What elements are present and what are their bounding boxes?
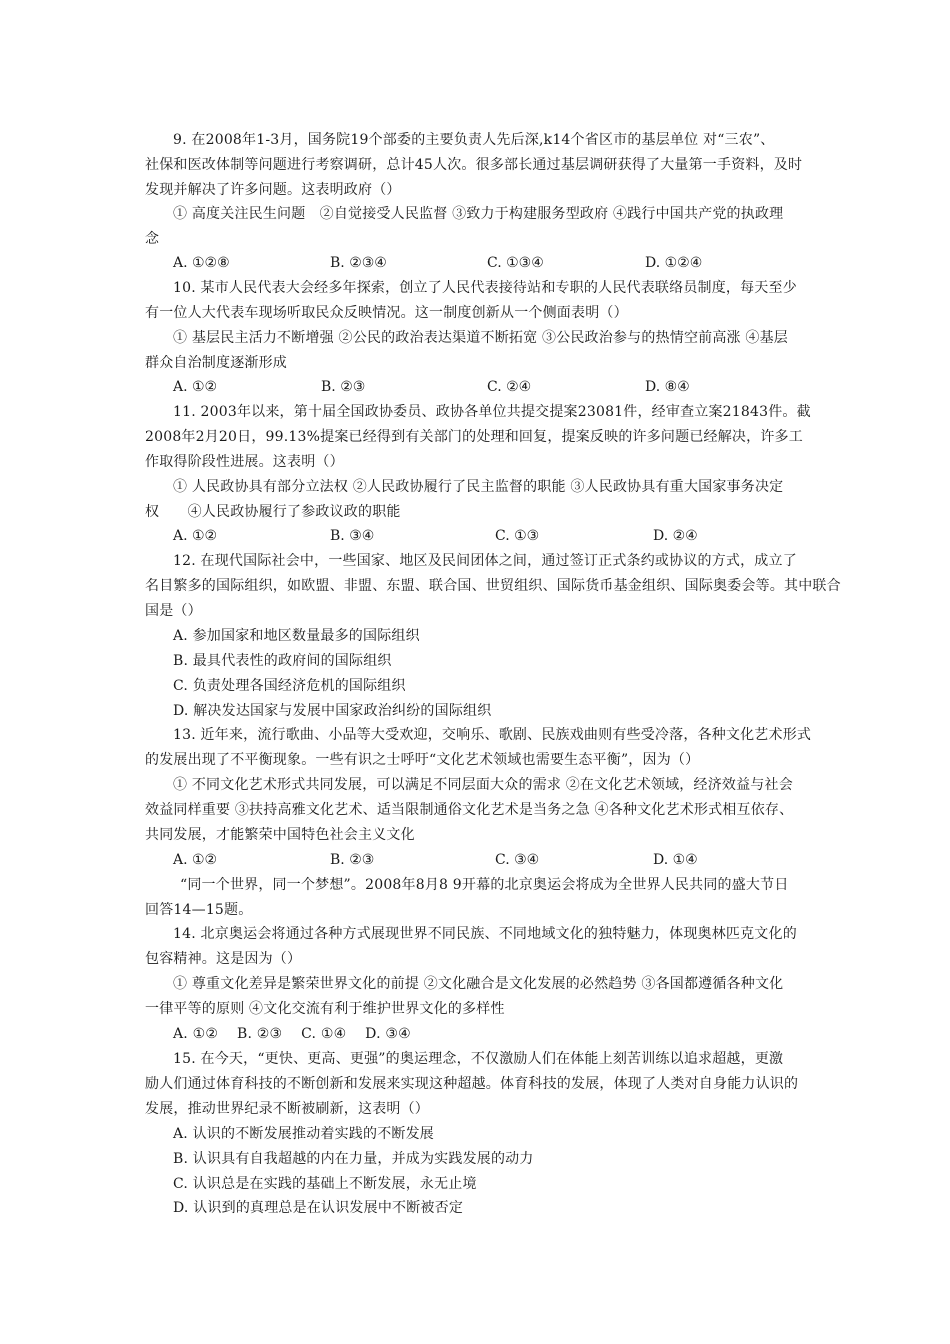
q9-statements-line-1: ① 高度关注民生问题 ②自觉接受人民监督 ③致力于构建服务型政府 ④践行中国共产党的执政理 bbox=[173, 206, 784, 222]
q10-statements-line-1: ① 基层民主活力不断增强 ②公民的政治表达渠道不断拓宽 ③公民政治参与的热情空前高涨 ④基层 bbox=[173, 330, 788, 346]
q9-statements-line-2: 念 bbox=[145, 231, 160, 247]
q10-option-b[interactable]: B. ②③ bbox=[321, 379, 366, 395]
q15-option-c[interactable]: C. 认识总是在实践的基础上不断发展，永无止境 bbox=[173, 1176, 477, 1192]
q11-option-a[interactable]: A. ①② bbox=[173, 528, 218, 544]
q13-stem-line-2: 的发展出现了不平衡现象。一些有识之士呼吁“文化艺术领域也需要生态平衡”，因为（） bbox=[145, 752, 700, 768]
q9-stem-line-2: 社保和医改体制等问题进行考察调研，总计45人次。很多部长通过基层调研获得了大量第一手资料，及时 bbox=[145, 157, 803, 173]
q11-option-c[interactable]: C. ①③ bbox=[495, 528, 540, 544]
q11-statements-line-1: ① 人民政协具有部分立法权 ②人民政协履行了民主监督的职能 ③人民政协具有重大国家事务决定 bbox=[173, 479, 784, 495]
q11-statements-line-2: 权 ④人民政协履行了参政议政的职能 bbox=[145, 504, 401, 520]
q10-option-c[interactable]: C. ②④ bbox=[487, 379, 532, 395]
q14-statements-line-2: 一律平等的原则 ④文化交流有利于维护世界文化的多样性 bbox=[145, 1001, 505, 1017]
q14-stem-line-2: 包容精神。这是因为（） bbox=[145, 951, 302, 967]
q10-statements-line-2: 群众自治制度逐渐形成 bbox=[145, 355, 287, 371]
q9-stem-line-3: 发现并解决了许多问题。这表明政府（） bbox=[145, 182, 401, 198]
q11-option-b[interactable]: B. ③④ bbox=[330, 528, 375, 544]
q9-stem-line-1: 9. 在2008年1-3月，国务院19个部委的主要负责人先后深,k14个省区市的基层单位 对“三农”、 bbox=[173, 132, 775, 148]
q12-option-a[interactable]: A. 参加国家和地区数量最多的国际组织 bbox=[173, 628, 420, 644]
q11-stem-line-1: 11. 2003年以来，第十届全国政协委员、政协各单位共提交提案23081件，经审查立案21843件。截 bbox=[173, 404, 811, 420]
q9-option-a[interactable]: A. ①②⑧ bbox=[173, 255, 230, 271]
q11-option-d[interactable]: D. ②④ bbox=[653, 528, 698, 544]
q14-options[interactable]: A. ①② B. ②③ C. ①④ D. ③④ bbox=[173, 1026, 411, 1042]
q13-stem-line-1: 13. 近年来，流行歌曲、小品等大受欢迎，交响乐、歌剧、民族戏曲则有些受冷落，各种文化艺术形式 bbox=[173, 727, 812, 743]
q10-stem-line-1: 10. 某市人民代表大会经多年探索，创立了人民代表接待站和专职的人民代表联络员制度，每天至少 bbox=[173, 280, 797, 296]
q13-statements-line-1: ① 不同文化艺术形式共同发展，可以满足不同层面大众的需求 ②在文化艺术领域，经济效益与社会 bbox=[173, 777, 793, 793]
q15-option-b[interactable]: B. 认识具有自我超越的内在力量，并成为实践发展的动力 bbox=[173, 1151, 534, 1167]
q9-option-d[interactable]: D. ①②④ bbox=[645, 255, 703, 271]
q9-option-b[interactable]: B. ②③④ bbox=[330, 255, 387, 271]
q13-option-b[interactable]: B. ②③ bbox=[330, 852, 375, 868]
q12-option-c[interactable]: C. 负责处理各国经济危机的国际组织 bbox=[173, 678, 406, 694]
q13-option-c[interactable]: C. ③④ bbox=[495, 852, 540, 868]
olympics-intro-line-1: “同一个世界，同一个梦想”。2008年8月8 9开幕的北京奥运会将成为全世界人民共同的盛大节日 bbox=[180, 877, 789, 893]
q9-option-c[interactable]: C. ①③④ bbox=[487, 255, 544, 271]
q15-option-a[interactable]: A. 认识的不断发展推动着实践的不断发展 bbox=[173, 1126, 435, 1142]
q15-option-d[interactable]: D. 认识到的真理总是在认识发展中不断被否定 bbox=[173, 1200, 464, 1216]
q12-option-d[interactable]: D. 解决发达国家与发展中国家政治纠纷的国际组织 bbox=[173, 703, 492, 719]
q11-stem-line-3: 作取得阶段性进展。这表明（） bbox=[145, 454, 344, 470]
q15-stem-line-3: 发展，推动世界纪录不断被刷新，这表明（） bbox=[145, 1101, 429, 1117]
q13-statements-line-3: 共同发展，才能繁荣中国特色社会主义文化 bbox=[145, 827, 415, 843]
q14-statements-line-1: ① 尊重文化差异是繁荣世界文化的前提 ②文化融合是文化发展的必然趋势 ③各国都遵循各种文化 bbox=[173, 976, 784, 992]
q13-option-a[interactable]: A. ①② bbox=[173, 852, 218, 868]
q13-option-d[interactable]: D. ①④ bbox=[653, 852, 698, 868]
q10-option-d[interactable]: D. ⑧④ bbox=[645, 379, 690, 395]
q10-option-a[interactable]: A. ①② bbox=[173, 379, 218, 395]
q13-statements-line-2: 效益同样重要 ③扶持高雅文化艺术、适当限制通俗文化艺术是当务之急 ④各种文化艺术形式相互依存、 bbox=[145, 802, 794, 818]
q15-stem-line-1: 15. 在今天，“更快、更高、更强”的奥运理念，不仅激励人们在体能上刻苦训练以追求超越，更激 bbox=[173, 1051, 784, 1067]
q12-stem-line-2: 名目繁多的国际组织，如欧盟、非盟、东盟、联合国、世贸组织、国际货币基金组织、国际奥委会等。其中联合 bbox=[145, 578, 841, 594]
q10-stem-line-2: 有一位人大代表车现场听取民众反映情况。这一制度创新从一个侧面表明（） bbox=[145, 305, 628, 321]
q12-stem-line-3: 国是（） bbox=[145, 603, 202, 619]
q15-stem-line-2: 励人们通过体育科技的不断创新和发展来实现这种超越。体育科技的发展，体现了人类对自身能力认识的 bbox=[145, 1076, 799, 1092]
q11-stem-line-2: 2008年2月20日，99.13%提案已经得到有关部门的处理和回复，提案反映的许多问题已经解决，许多工 bbox=[145, 429, 803, 445]
q12-option-b[interactable]: B. 最具代表性的政府间的国际组织 bbox=[173, 653, 392, 669]
olympics-intro-line-2: 回答14—15题。 bbox=[145, 902, 253, 918]
q12-stem-line-1: 12. 在现代国际社会中，一些国家、地区及民间团体之间，通过签订正式条约或协议的方式，成立了 bbox=[173, 553, 797, 569]
q14-stem-line-1: 14. 北京奥运会将通过各种方式展现世界不同民族、不同地域文化的独特魅力，体现奥林匹克文化的 bbox=[173, 926, 797, 942]
